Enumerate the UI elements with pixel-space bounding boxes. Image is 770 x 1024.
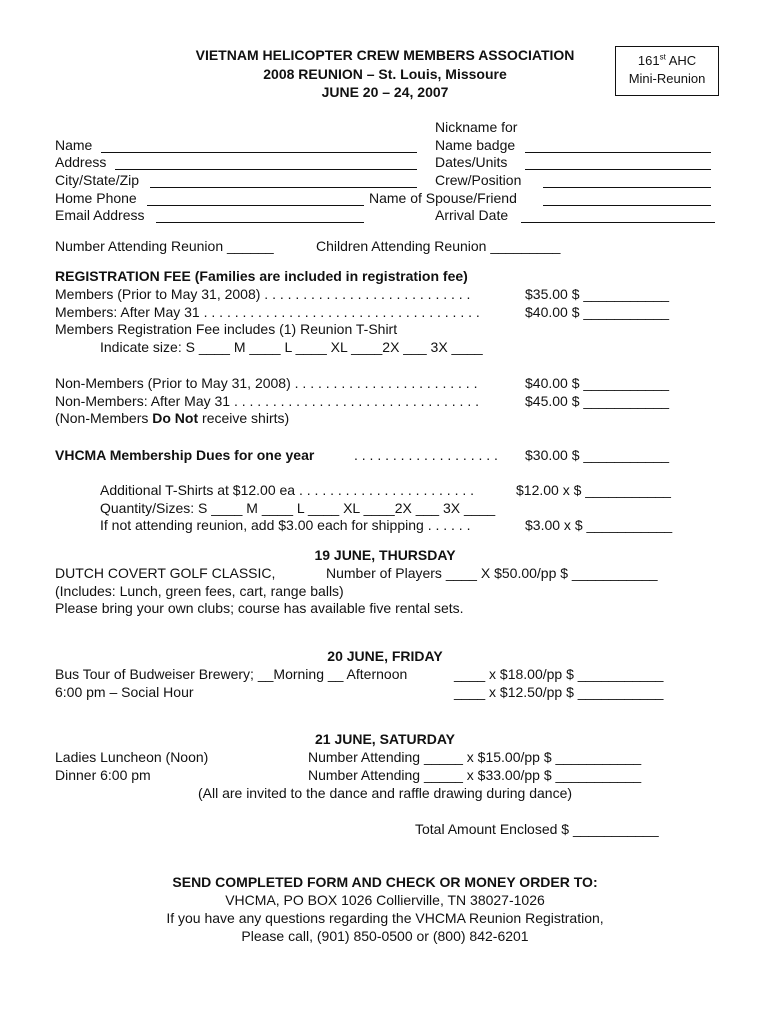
crew-position-field[interactable]: [543, 187, 711, 188]
nonmembers-after-price[interactable]: $45.00 $ ___________: [525, 393, 670, 409]
tshirt-included: Members Registration Fee includes (1) Reunion T-Shirt: [55, 321, 398, 337]
golf-players[interactable]: Number of Players ____ X $50.00/pp $ ___________: [326, 565, 658, 581]
box-unit-line: [616, 53, 718, 68]
social-hour-price[interactable]: ____ x $12.50/pp $ ___________: [454, 684, 664, 700]
box-number: 161: [637, 53, 660, 68]
dinner: Dinner 6:00 pm: [55, 767, 151, 783]
arrival-date-field[interactable]: [521, 222, 715, 223]
nickname-label: Nickname for: [435, 119, 518, 135]
quantity-sizes[interactable]: Quantity/Sizes: S ____ M ____ L ____ XL ____2X ___ 3X ____: [100, 500, 496, 516]
address-field[interactable]: [115, 169, 417, 170]
email-field[interactable]: [156, 222, 364, 223]
nonmembers-note: [55, 410, 289, 427]
nonmembers-prior: Non-Members (Prior to May 31, 2008) . . . . . . . . . . . . . . . . . . . . . . . .: [55, 375, 478, 391]
arrival-date-label: Arrival Date: [435, 207, 509, 223]
mini-reunion-box: [615, 46, 719, 96]
children-attending[interactable]: Children Attending Reunion _________: [316, 238, 561, 254]
spouse-label: Name of Spouse/Friend: [369, 190, 517, 206]
crew-position-label: Crew/Position: [435, 172, 522, 188]
dinner-attending[interactable]: Number Attending _____ x $33.00/pp $ ___________: [308, 767, 642, 783]
box-unit: AHC: [665, 53, 697, 68]
phone-numbers: Please call, (901) 850-0500 or (800) 842-6201: [241, 928, 529, 944]
dues-price[interactable]: $30.00 $ ___________: [525, 447, 670, 463]
social-hour: 6:00 pm – Social Hour: [55, 684, 194, 700]
shipping-price[interactable]: $3.00 x $ ___________: [525, 517, 673, 533]
june20-heading: 20 JUNE, FRIDAY: [327, 648, 443, 664]
members-prior: Members (Prior to May 31, 2008) . . . . . . . . . . . . . . . . . . . . . . . . . . .: [55, 286, 471, 302]
form-subtitle: 2008 REUNION – St. Louis, Missoure: [263, 66, 507, 82]
note-part-a: (Non-Members: [55, 410, 153, 426]
form-title: VIETNAM HELICOPTER CREW MEMBERS ASSOCIATION: [195, 47, 575, 63]
questions-note: If you have any questions regarding the VHCMA Reunion Registration,: [166, 910, 604, 926]
nonmembers-after: Non-Members: After May 31 . . . . . . . . . . . . . . . . . . . . . . . . . . . . . . . .: [55, 393, 479, 409]
golf-includes: (Includes: Lunch, green fees, cart, range balls): [55, 583, 344, 599]
dance-invite: (All are invited to the dance and raffle drawing during dance): [197, 785, 573, 801]
email-label: Email Address: [55, 207, 145, 223]
june21-heading: 21 JUNE, SATURDAY: [314, 731, 456, 747]
name-badge-field[interactable]: [525, 152, 711, 153]
dues-label: VHCMA Membership Dues for one year: [55, 447, 315, 463]
golf-classic: DUTCH COVERT GOLF CLASSIC,: [55, 565, 276, 581]
members-after-price[interactable]: $40.00 $ ___________: [525, 304, 670, 320]
registration-heading: REGISTRATION FEE (Families are included in registration fee): [55, 268, 468, 284]
additional-tshirts: Additional T-Shirts at $12.00 ea . . . . . . . . . . . . . . . . . . . . . . .: [100, 482, 475, 498]
dues-dots: . . . . . . . . . . . . . . . . . . .: [354, 447, 498, 463]
spouse-field[interactable]: [543, 205, 711, 206]
city-state-zip-field[interactable]: [150, 187, 417, 188]
members-after: Members: After May 31 . . . . . . . . . . . . . . . . . . . . . . . . . . . . . . . . . . . .: [55, 304, 480, 320]
home-phone-field[interactable]: [147, 205, 364, 206]
note-do-not: Do Not: [152, 410, 199, 426]
dates-units-field[interactable]: [525, 169, 711, 170]
name-label: Name: [55, 137, 93, 153]
send-heading: SEND COMPLETED FORM AND CHECK OR MONEY ORDER TO:: [172, 874, 598, 890]
ladies-luncheon: Ladies Luncheon (Noon): [55, 749, 209, 765]
note-part-c: receive shirts): [198, 410, 290, 426]
name-badge-label: Name badge: [435, 137, 516, 153]
box-suffix: st: [659, 52, 666, 62]
tshirt-size[interactable]: Indicate size: S ____ M ____ L ____ XL ____2X ___ 3X ____: [100, 339, 483, 355]
bus-tour-price[interactable]: ____ x $18.00/pp $ ___________: [454, 666, 664, 682]
number-attending[interactable]: Number Attending Reunion ______: [55, 238, 274, 254]
address-label: Address: [55, 154, 107, 170]
nonmembers-prior-price[interactable]: $40.00 $ ___________: [525, 375, 670, 391]
additional-tshirts-price[interactable]: $12.00 x $ ___________: [516, 482, 671, 498]
dates-units-label: Dates/Units: [435, 154, 508, 170]
luncheon-attending[interactable]: Number Attending _____ x $15.00/pp $ ___________: [308, 749, 642, 765]
mailing-address: VHCMA, PO BOX 1026 Collierville, TN 38027-1026: [225, 892, 545, 908]
city-state-zip-label: City/State/Zip: [55, 172, 140, 188]
golf-clubs: Please bring your own clubs; course has available five rental sets.: [55, 600, 464, 616]
shipping-note: If not attending reunion, add $3.00 each for shipping . . . . . .: [100, 517, 471, 533]
form-dates: JUNE 20 – 24, 2007: [321, 84, 449, 100]
june19-heading: 19 JUNE, THURSDAY: [314, 547, 456, 563]
members-prior-price[interactable]: $35.00 $ ___________: [525, 286, 670, 302]
home-phone-label: Home Phone: [55, 190, 137, 206]
box-mini-reunion: Mini-Reunion: [628, 71, 706, 86]
bus-tour[interactable]: Bus Tour of Budweiser Brewery; __Morning __ Afternoon: [55, 666, 408, 682]
total-amount[interactable]: Total Amount Enclosed $ ___________: [415, 821, 659, 837]
name-field[interactable]: [101, 152, 417, 153]
